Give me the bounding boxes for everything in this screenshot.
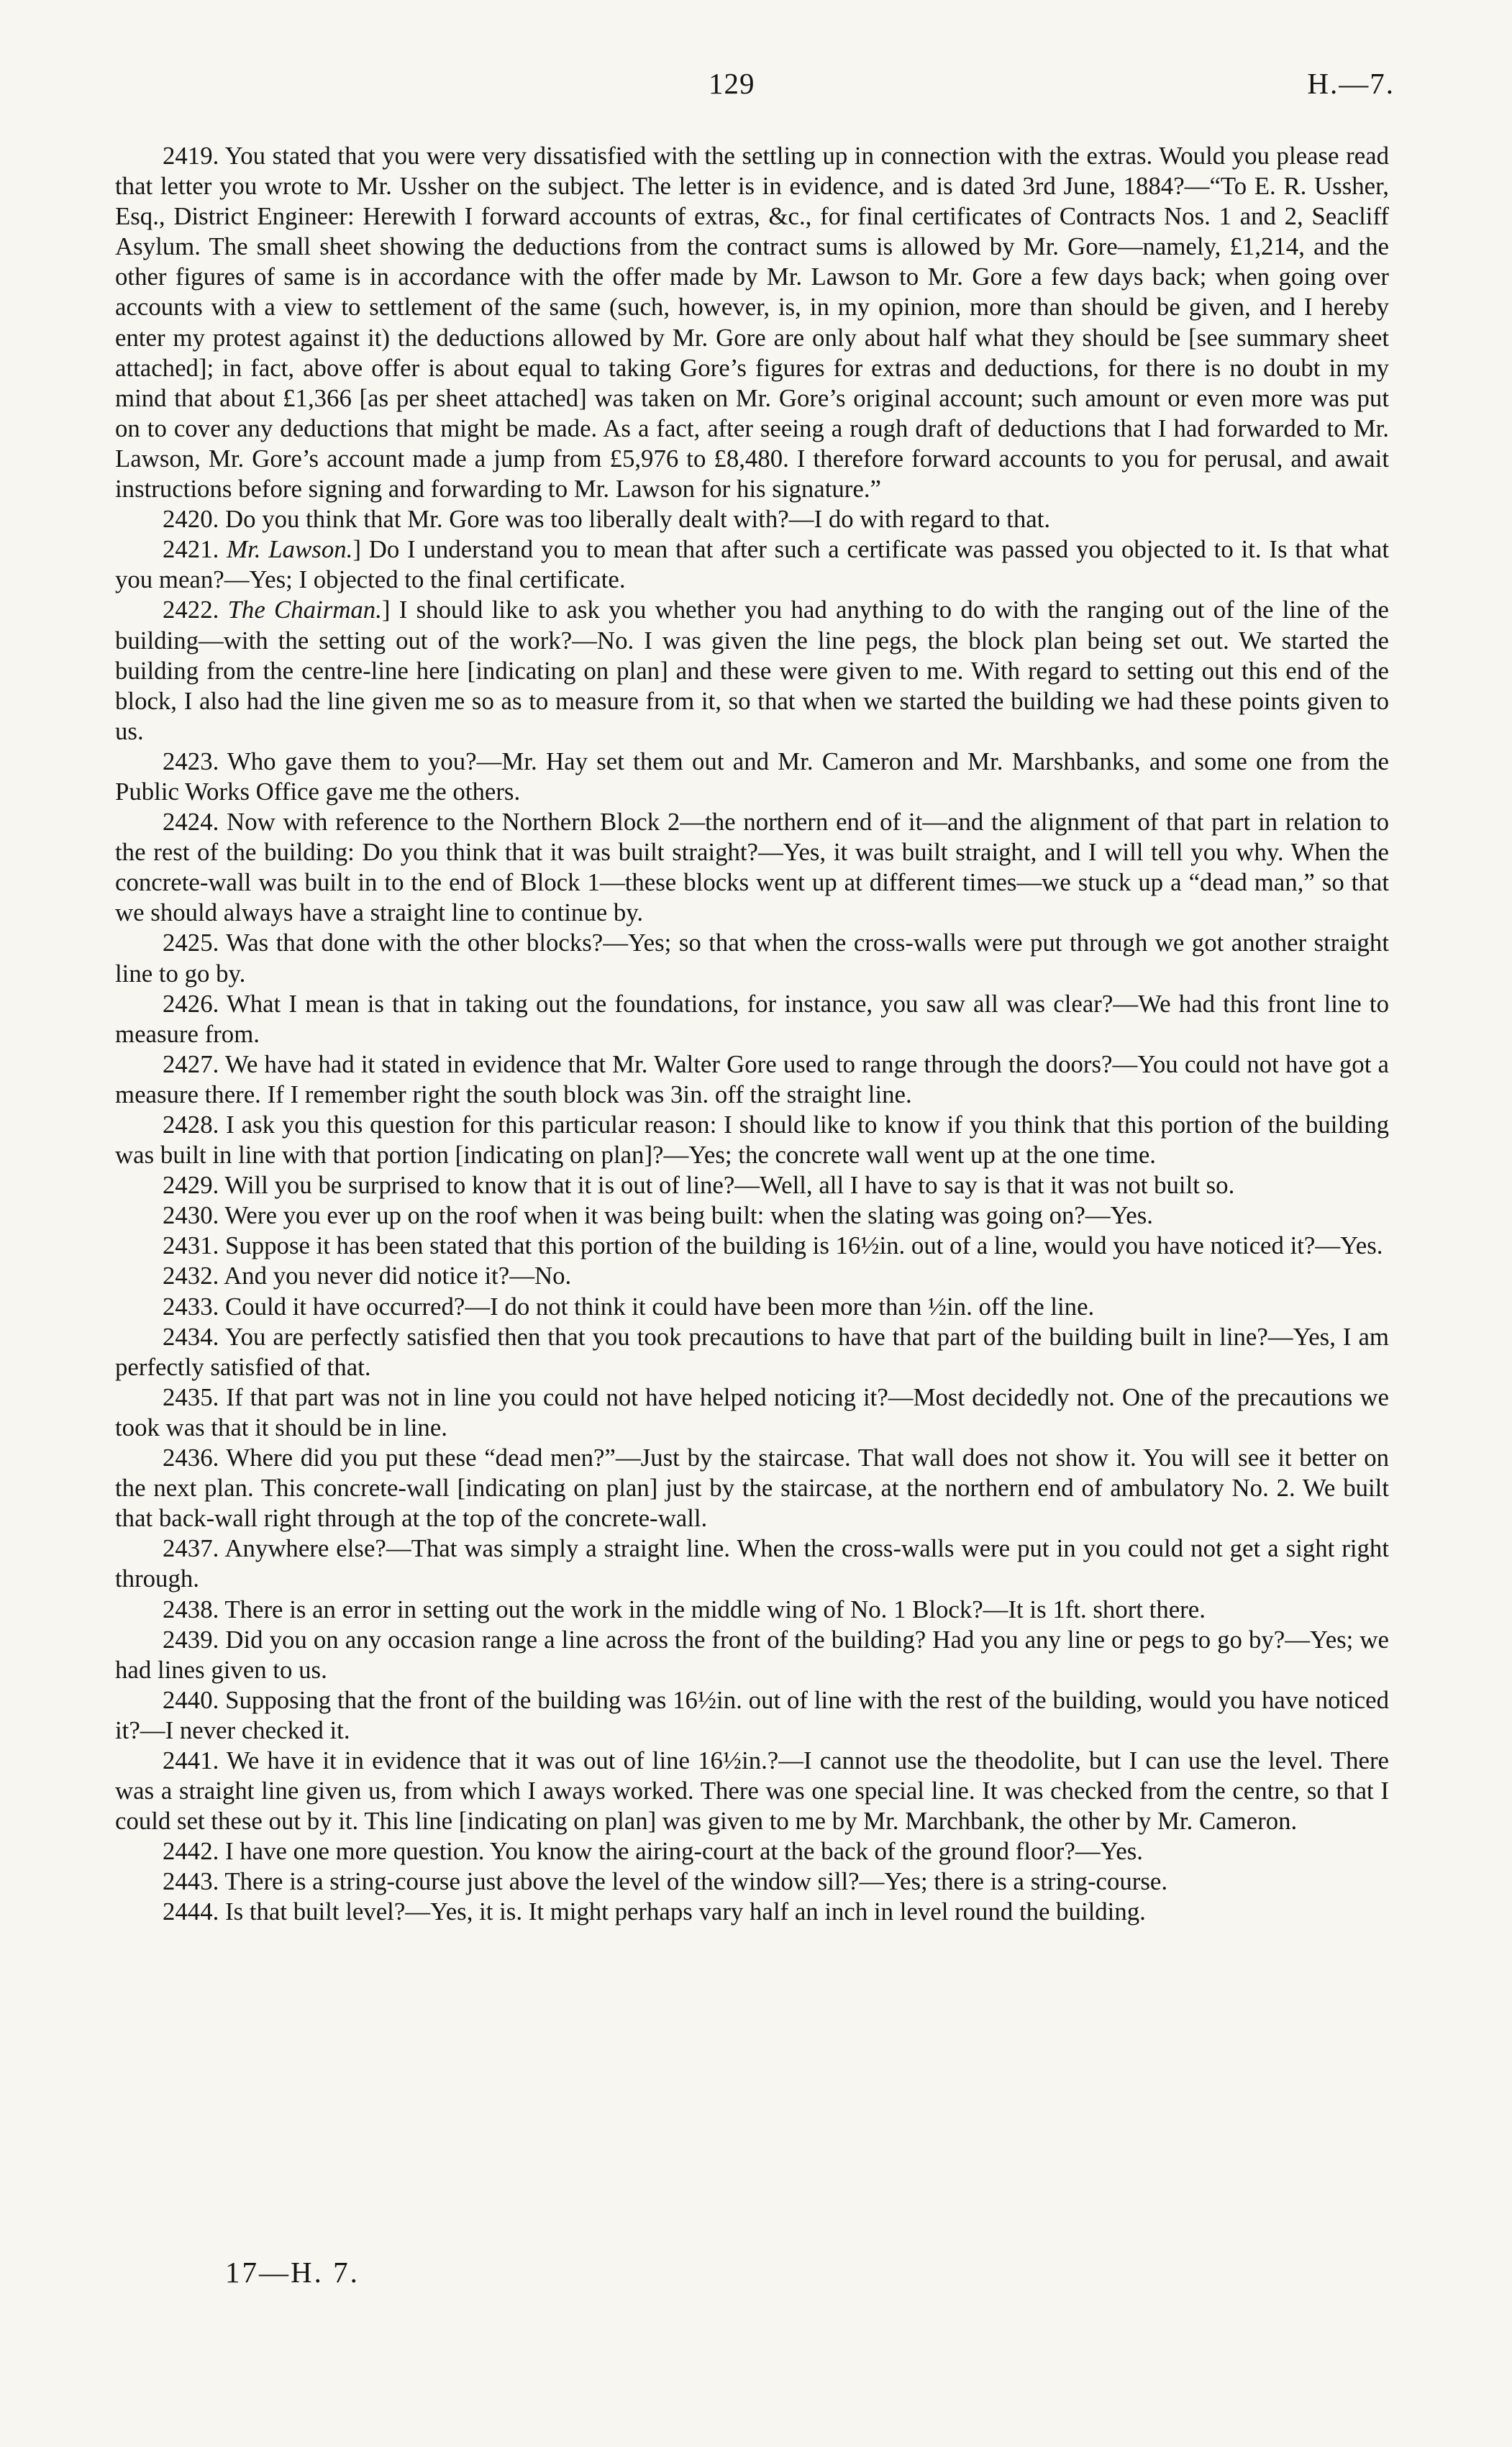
report-code: H.—7. <box>1307 67 1395 100</box>
evidence-paragraph: 2433. Could it have occurred?—I do not think it could have been more than ½in. off the line. <box>163 1292 1095 1321</box>
evidence-paragraph: 2424. Now with reference to the Northern Block 2—the northern end of it—and the alignment of that part in relation to the rest of the building: Do you think that it was built straight?—Yes, it was built straight, and I will tell you why. When the concrete-wall was built in to the end of Block 1—these blocks went up at different times—we stuck up a “dead man,” so that we should always have a straight line to continue by. <box>115 808 1389 927</box>
evidence-transcript <box>115 141 1389 1928</box>
evidence-paragraph: 2430. Were you ever up on the roof when it was being built: when the slating was going on?—Yes. <box>163 1201 1153 1230</box>
evidence-paragraph <box>115 595 1389 746</box>
evidence-paragraph: 2437. Anywhere else?—That was simply a straight line. When the cross-walls were put in you could not get a sight right through. <box>115 1534 1389 1593</box>
evidence-paragraph: 2435. If that part was not in line you could not have helped noticing it?—Most decidedly not. One of the precautions we took was that it should be in line. <box>115 1382 1389 1441</box>
evidence-paragraph: 2427. We have had it stated in evidence that Mr. Walter Gore used to range through the doors?—You could not have got a measure there. If I remember right the south block was 3in. off the straight line. <box>115 1049 1389 1108</box>
evidence-paragraph: 2428. I ask you this question for this particular reason: I should like to know if you think that this portion of the building was built in line with that portion [indicating on plan]?—Yes; the concrete wall went up at the one time. <box>115 1111 1389 1170</box>
speaker-name: Mr. Lawson. <box>227 535 353 564</box>
speaker-name: The Chairman. <box>227 596 382 624</box>
evidence-paragraph: 2436. Where did you put these “dead men?”—Just by the staircase. That wall does not show it. You will see it better on the next plan. This concrete-wall [indicating on plan] just by the staircase, at the northern end of ambulatory No. 2. We built that back-wall right through at the top of the concrete-wall. <box>115 1444 1389 1533</box>
evidence-paragraph: 2429. Will you be surprised to know that it is out of line?—Well, all I have to say is that it was not built so. <box>163 1171 1235 1200</box>
evidence-paragraph: 2432. And you never did notice it?—No. <box>163 1262 572 1290</box>
question-number: 2422. <box>163 596 219 624</box>
evidence-paragraph: 2423. Who gave them to you?—Mr. Hay set them out and Mr. Cameron and Mr. Marshbanks, and some one from the Public Works Office gave me the others. <box>115 747 1389 806</box>
evidence-paragraph: 2444. Is that built level?—Yes, it is. It might perhaps vary half an inch in level round the building. <box>163 1897 1146 1926</box>
question-number: 2421. <box>163 535 219 564</box>
evidence-paragraph: 2442. I have one more question. You know the airing-court at the back of the ground floor?—Yes. <box>163 1837 1143 1866</box>
evidence-paragraph: 2441. We have it in evidence that it was out of line 16½in.?—I cannot use the theodolite, but I can use the level. There was a straight line given us, from which I aways worked. There was one special line. It was checked from the centre, so that I could set these out by it. This line [indicating on plan] was given to me by Mr. Marchbank, the other by Mr. Cameron. <box>115 1746 1389 1836</box>
page-header <box>0 66 1512 109</box>
question-text: ] I should like to ask you whether you had anything to do with the ranging out of the line of the building—with the setting out of the work?—No. I was given the line pegs, the block plan being set out. We started the building from the centre-line here [indicating on plan] and these were given to me. With regard to setting out this end of the block, I also had the line given me so as to measure from it, so that when we started the building we had these points given to us. <box>115 596 1389 745</box>
evidence-paragraph <box>115 534 1389 595</box>
evidence-paragraph: 2431. Suppose it has been stated that this portion of the building is 16½in. out of a line, would you have noticed it?—Yes. <box>163 1231 1383 1260</box>
evidence-paragraph: 2439. Did you on any occasion range a line across the front of the building? Had you any line or pegs to go by?—Yes; we had lines given to us. <box>115 1625 1389 1684</box>
evidence-paragraph: 2438. There is an error in setting out the work in the middle wing of No. 1 Block?—It is 1ft. short there. <box>163 1595 1206 1623</box>
evidence-paragraph: 2426. What I mean is that in taking out the foundations, for instance, you saw all was clear?—We had this front line to measure from. <box>115 989 1389 1048</box>
evidence-paragraph: 2425. Was that done with the other blocks?—Yes; so that when the cross-walls were put through we got another straight line to go by. <box>115 929 1389 988</box>
evidence-paragraph: 2434. You are perfectly satisfied then that you took precautions to have that part of the building built in line?—Yes, I am perfectly satisfied of that. <box>115 1322 1389 1381</box>
page-number: 129 <box>709 67 755 100</box>
evidence-paragraph: 2443. There is a string-course just above the level of the window sill?—Yes; there is a string-course. <box>163 1867 1168 1896</box>
evidence-paragraph: 2420. Do you think that Mr. Gore was too liberally dealt with?—I do with regard to that. <box>163 505 1051 534</box>
evidence-paragraph: 2440. Supposing that the front of the building was 16½in. out of line with the rest of the building, would you have noticed it?—I never checked it. <box>115 1685 1389 1744</box>
signature-mark: 17—H. 7. <box>225 2256 360 2289</box>
question-text: ] Do I understand you to mean that after such a certificate was passed you objected to it. Is that what you mean?—Yes; I objected to the final certificate. <box>115 535 1389 594</box>
evidence-paragraph: 2419. You stated that you were very dissatisfied with the settling up in connection with the extras. Would you please read that letter you wrote to Mr. Ussher on the subject. The letter is in evidence, and is dated 3rd June, 1884?—“To E. R. Ussher, Esq., District Engineer: Herewith I forward accounts of extras, &c., for final certificates of Contracts Nos. 1 and 2, Seacliff Asylum. The small sheet showing the deductions from the contract sums is allowed by Mr. Gore—namely, £1,214, and the other figures of same is in accordance with the offer made by Mr. Lawson to Mr. Gore a few days back; when going over accounts with a view to settlement of the same (such, however, is, in my opinion, more than should be given, and I hereby enter my protest against it) the deductions allowed by Mr. Gore are only about half what they should be [see summary sheet attached]; in fact, above offer is about equal to taking Gore’s figures for extras and deductions, for there is no doubt in my mind that about £1,366 [as per sheet attached] was taken on Mr. Gore’s original account; such amount or even more was put on to cover any deductions that might be made. As a fact, after seeing a rough draft of deductions that I had forwarded to Mr. Lawson, Mr. Gore’s account made a jump from £5,976 to £8,480. I therefore forward accounts to you for perusal, and await instructions before signing and forwarding to Mr. Lawson for his signature.” <box>115 142 1389 503</box>
